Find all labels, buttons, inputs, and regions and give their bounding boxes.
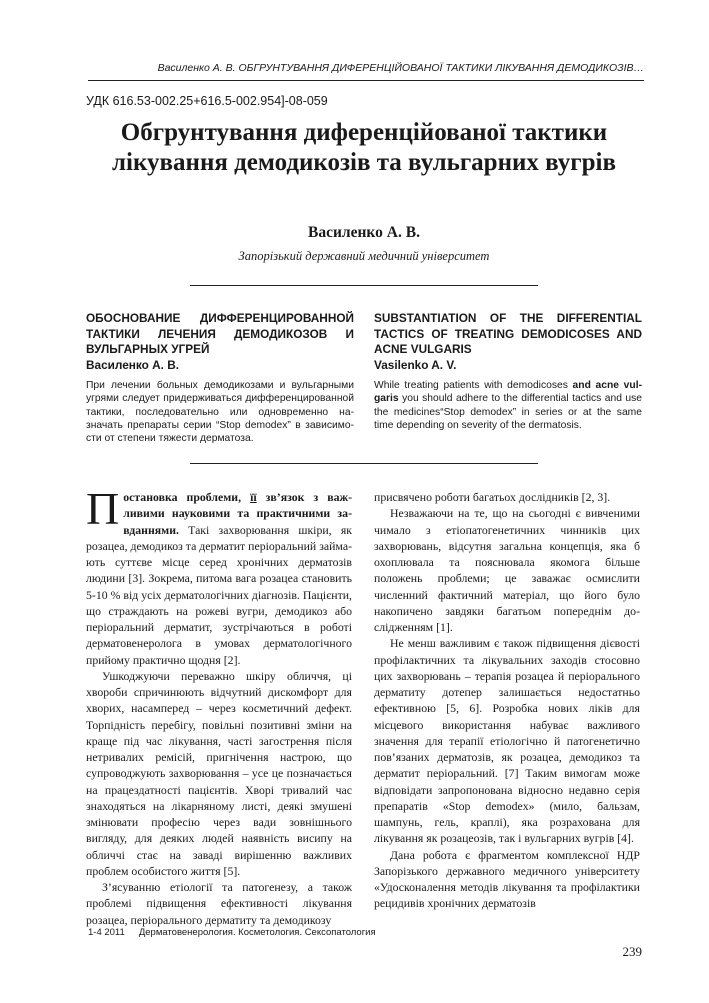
title-rule [190, 285, 538, 286]
abstract-en-text [374, 379, 642, 432]
body-paragraph: З’ясуванню етіології та патогенезу, а також проблемі підвищення ефективності лікування розацеа, періорального дерматиту та демодикозу [86, 880, 352, 927]
running-header: Василенко А. В. ОБГРУНТУВАННЯ ДИФЕРЕНЦІЙОВАНОЇ ТАКТИКИ ЛІКУВАННЯ ДЕМОДИКОЗІВ… [157, 62, 644, 74]
body-column-left [86, 483, 352, 928]
body-paragraph: присвячено роботи багатьох дослідників [2, 3]. [374, 490, 611, 504]
header-rule [88, 80, 644, 81]
body-paragraph [86, 483, 352, 668]
footer [88, 927, 390, 938]
body-paragraph: Дана робота є фрагментом комплексної НДР Запорізького державного медичного університету «Удосконалення методів лікування та профілактики рецидивів хронічних дерматозів [374, 847, 640, 911]
udk-code: УДК 616.53-002.25+616.5-002.954]-08-059 [86, 94, 328, 108]
abstract-en-text-a: While treating patients with demodicoses [374, 380, 573, 391]
abstract-ru-author: Василенко А. В. [86, 357, 180, 372]
abstract-en-text-c: you should adhere to the differential tactics and use the medicines“Stop demodex” in series or at the same time depending on severity of the dermatosis. [374, 393, 642, 431]
body-paragraph: Незважаючи на те, що на сьогодні є вивченими чимало з етіопатогенетичних чинників цих захворювань, відсутня загальна концепція, яка б охоплювала та пояснювала якомога більше положень проблеми; це заважає осмислити численний фактичний матеріал, що його було накопичено завдяки багатьом попереднім дослідженням [1]. [374, 506, 640, 634]
footer-issue: 1-4 2011 [88, 927, 125, 938]
abstract-ru-title: ОБОСНОВАНИЕ ДИФФЕРЕНЦИРОВАННОЙ ТАКТИКИ ЛЕЧЕНИЯ ДЕМОДИКОЗОВ И ВУЛЬГАРНЫХ УГРЕЙ [86, 311, 354, 356]
article-title: Обгрунтування диференційованої тактики лікування демодикозів та вульгарних вугрів [112, 119, 616, 176]
abstract-en-title: SUBSTANTIATION OF THE DIFFERENTIAL TACTICS OF TREATING DEMODICOSES AND ACNE VULGARIS [374, 311, 642, 356]
footer-journal: Дерматовенерология. Косметология. Сексопатология [138, 927, 376, 938]
abstract-en-text-b: and acne vulgaris [374, 380, 642, 405]
lead-heading-a: остановка проблеми, [123, 490, 251, 504]
lead-heading-b: її [250, 490, 257, 504]
author-affiliation: Запорізький державний медичний університет [238, 249, 490, 263]
abstract-ru-text: При лечении больных демодикозами и вульгарными угрями следует придерживаться дифференцированной тактики, последовательно или одновременно назначать препараты серии “Stop demodex” в зависимости от степени тяжести дерматоза. [86, 380, 354, 445]
body-paragraph: Не менш важливим є також підвищення дієвості профілактичних та лікувальних заходів стосовно цих захворювань – терапія розацеа й періорального дерматиту дотепер залишається недостатньо ефективною [5, 6]. Розробка нових ліків для місцевого використання набуває важливого значення для терапії етіологічно й патогенетично пов’язаних дерматозів, як розацеа, демодикоз та дерматит періоральний. [7] Таким вимогам може відповідати запропонована відносно недавно серія препаратів «Stop demodex» (мило, бальзам, шампунь, гель, краплі), яка розрахована для лікування як розацеозів, так і вульгарних вугрів [4]. [374, 636, 640, 846]
abstract-en-author: Vasilenko A. V. [374, 357, 457, 372]
abstract-rule [190, 463, 538, 464]
paragraph-1-text: Такі захворювання шкіри, як розацеа, демодикоз та дерматит періоральний займають суттєве місце серед хронічних дерматозів людини [3]. Зокрема, питома вага розацеа становить 5-10 % від усіх дерматологічних діагнозів. Пацієнти, що страждають на рожеві вугри, демодикоз або періоральний дерматит, зустрічаються в роботі дерматовенеролога в умовах дерматологічного прийому практично щодня [2]. [86, 522, 352, 667]
page-number: 239 [622, 944, 642, 959]
drop-cap: П [86, 483, 120, 534]
article-author: Василенко А. В. [308, 224, 420, 241]
body-paragraph: Ушкоджуючи переважно шкіру обличчя, ці хвороби спричинюють відчутний дискомфорт для хворих, насамперед – через косметичний дефект. Торпідність перебігу, повільні позитивні зміни на краще під час лікування, часті загострення після нетривалих ремісій, пригнічення настрою, що супроводжують захворювання – усе це позначається на працездатності пацієнтів. Хворі тривалий час знаходяться на лікарняному листі, деякі змушені змінювати професію через вади зовнішнього вигляду, для деяких людей наявність висипу на обличчі стає на заваді вирішенню важливих проблем особистого життя [5]. [86, 668, 352, 878]
abstract-ru [86, 311, 354, 445]
lead-heading-c: зв’язок з важливими науковими та практичними завданнями. [123, 490, 352, 537]
abstract-en [374, 311, 642, 432]
body-column-right [374, 489, 640, 912]
